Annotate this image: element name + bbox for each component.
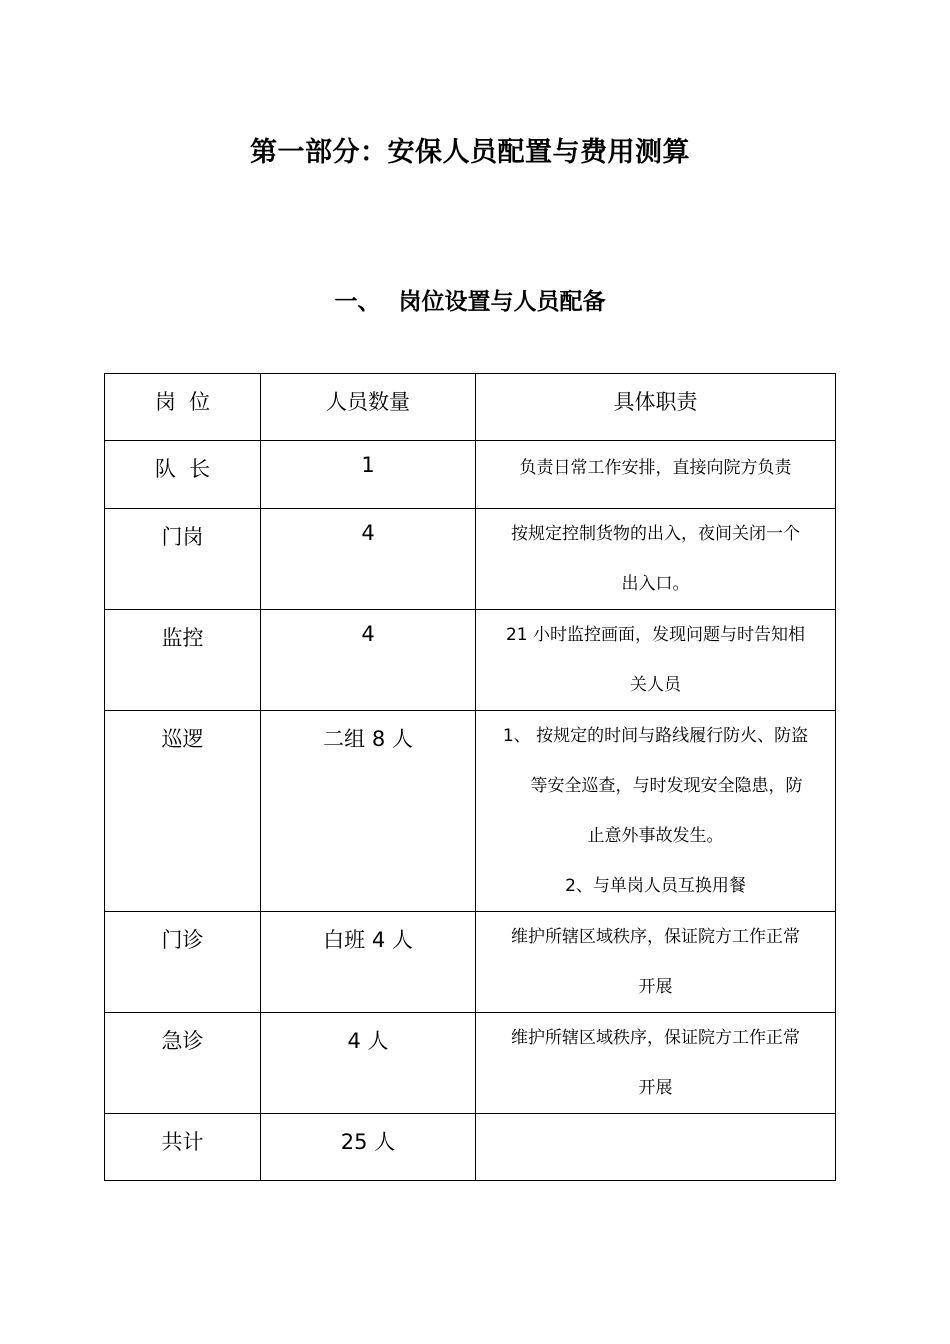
- duty-line: 1、 按规定的时间与路线履行防火、防盗: [502, 726, 809, 746]
- cell-total-quantity: 25 人: [261, 1114, 476, 1181]
- duty-line: 2、与单岗人员互换用餐: [565, 876, 746, 896]
- cell-duty: [476, 1013, 836, 1114]
- header-position: 岗 位: [105, 374, 261, 441]
- staffing-table: [104, 373, 836, 1181]
- cell-duty: [476, 711, 836, 912]
- table-row: [105, 441, 836, 509]
- duty-line: 关人员: [630, 675, 681, 695]
- duty-line: 开展: [638, 1078, 673, 1098]
- section-heading: [0, 283, 940, 316]
- table-total-row: [105, 1114, 836, 1181]
- cell-quantity: 4: [261, 509, 476, 610]
- duty-line: 等安全巡查，与时发现安全隐患，防: [530, 776, 803, 796]
- header-duty: 具体职责: [476, 374, 836, 441]
- cell-duty: 负责日常工作安排，直接向院方负责: [476, 441, 836, 509]
- duty-line: 开展: [638, 977, 673, 997]
- table-row: [105, 509, 836, 610]
- duty-line: 按规定控制货物的出入，夜间关闭一个: [511, 524, 800, 544]
- cell-quantity: 1: [261, 441, 476, 509]
- cell-duty: [476, 912, 836, 1013]
- cell-position: 门岗: [105, 509, 261, 610]
- duty-line: 维护所辖区域秩序，保证院方工作正常: [511, 1028, 800, 1048]
- cell-quantity: 二组 8 人: [261, 711, 476, 912]
- table-row: [105, 912, 836, 1013]
- cell-position: 队 长: [105, 441, 261, 509]
- cell-duty: [476, 509, 836, 610]
- table-row: [105, 711, 836, 912]
- duty-line: 止意外事故发生。: [587, 826, 724, 846]
- section-heading-text: 岗位设置与人员配备: [398, 289, 606, 315]
- document-title: 第一部分：安保人员配置与费用测算: [250, 137, 690, 168]
- cell-position: 急诊: [105, 1013, 261, 1114]
- cell-total-duty: [476, 1114, 836, 1181]
- cell-position: 监控: [105, 610, 261, 711]
- cell-quantity: 4 人: [261, 1013, 476, 1114]
- cell-quantity: 4: [261, 610, 476, 711]
- table-row: [105, 1013, 836, 1114]
- cell-quantity: 白班 4 人: [261, 912, 476, 1013]
- cell-position: 巡逻: [105, 711, 261, 912]
- header-quantity: 人员数量: [261, 374, 476, 441]
- duty-line: 维护所辖区域秩序，保证院方工作正常: [511, 927, 800, 947]
- table-header-row: [105, 374, 836, 441]
- section-number: 一、: [334, 289, 381, 315]
- duty-line: 出入口。: [621, 574, 690, 594]
- duty-line: 21 小时监控画面，发现问题与时告知相: [505, 625, 806, 645]
- cell-position: 门诊: [105, 912, 261, 1013]
- table-row: [105, 610, 836, 711]
- cell-total-label: 共计: [105, 1114, 261, 1181]
- cell-duty: [476, 610, 836, 711]
